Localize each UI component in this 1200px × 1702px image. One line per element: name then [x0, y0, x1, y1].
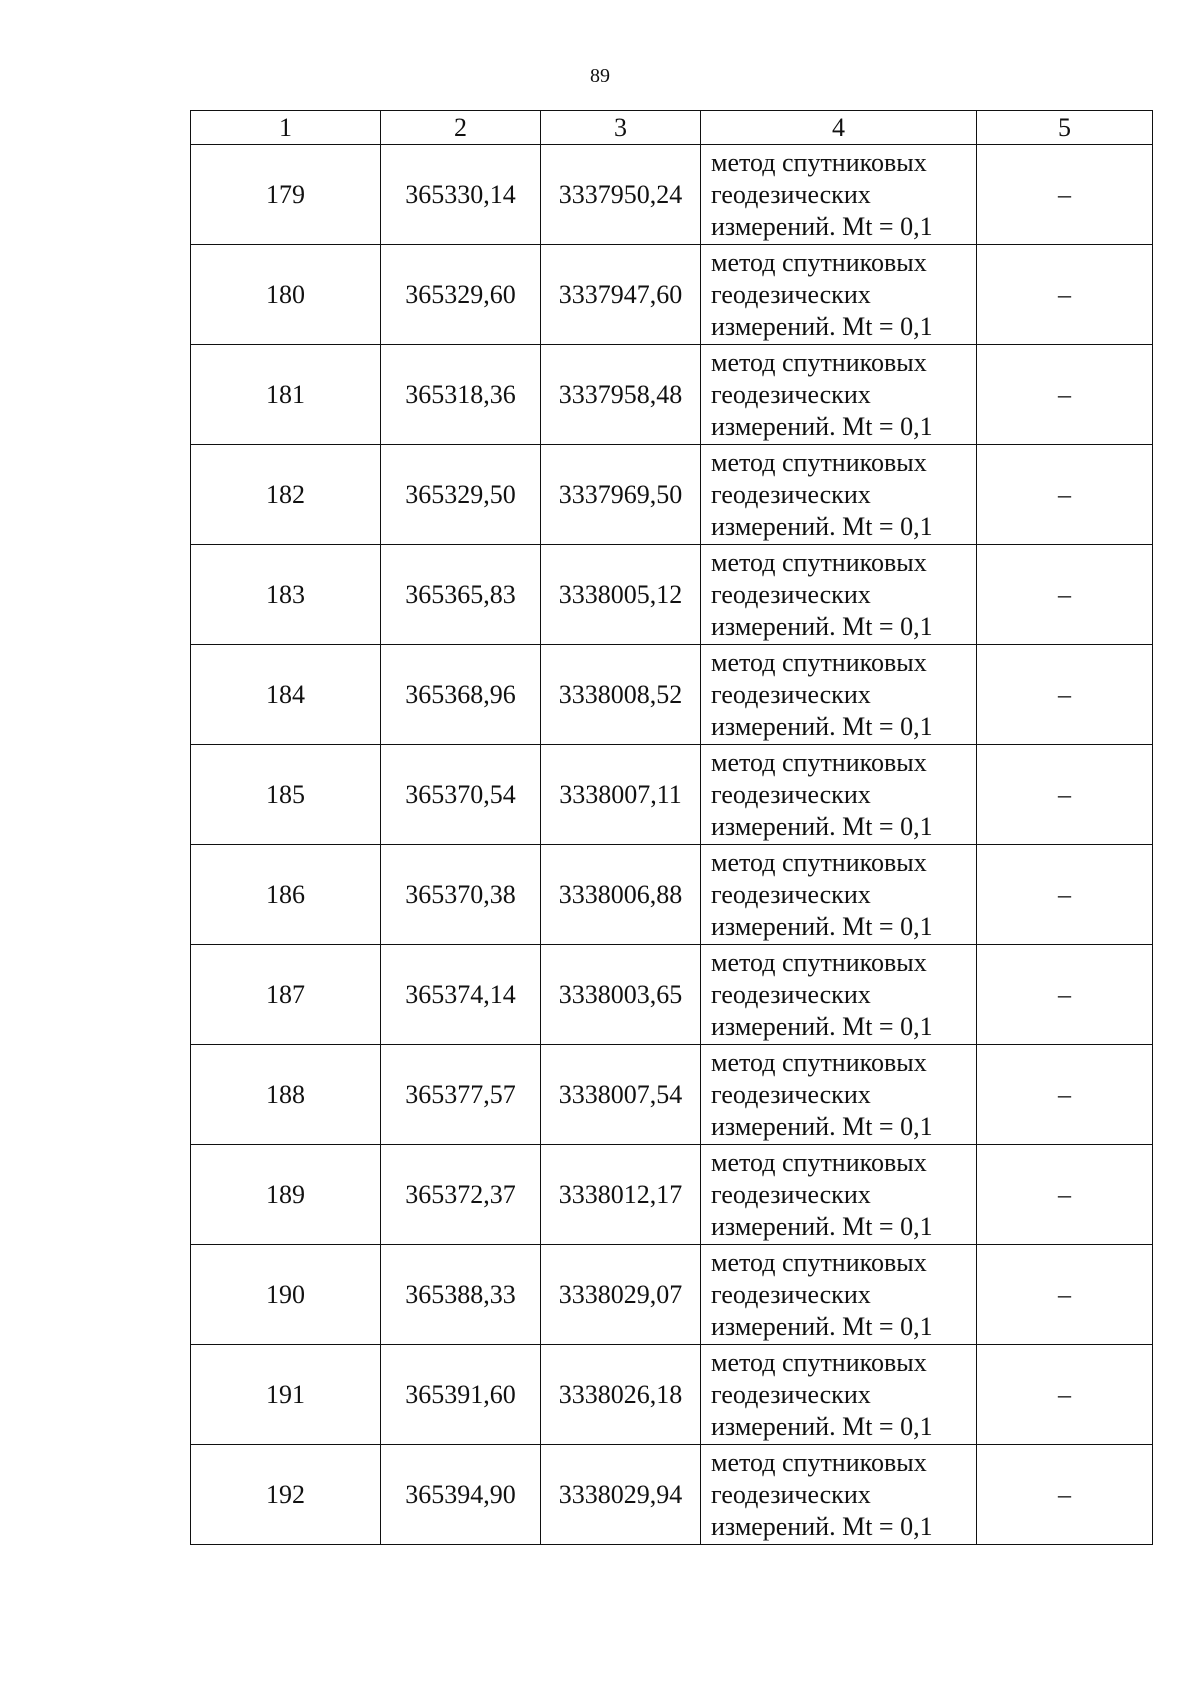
note-cell: – [977, 1445, 1153, 1545]
method-line-2: геодезических [711, 579, 871, 609]
method-cell [701, 845, 977, 945]
y-coordinate-cell: 3337958,48 [541, 345, 701, 445]
method-cell [701, 1145, 977, 1245]
note-cell: – [977, 245, 1153, 345]
y-coordinate-cell: 3337947,60 [541, 245, 701, 345]
point-number-cell: 189 [191, 1145, 381, 1245]
method-line-1: метод спутниковых [711, 1147, 927, 1177]
note-cell: – [977, 845, 1153, 945]
method-line-1: метод спутниковых [711, 447, 927, 477]
header-col-5: 5 [977, 111, 1153, 145]
method-line-1: метод спутниковых [711, 1347, 927, 1377]
method-line-3: измерений. Mt = 0,1 [711, 1511, 933, 1541]
table-body [191, 145, 1153, 1545]
method-line-2: геодезических [711, 879, 871, 909]
method-line-3: измерений. Mt = 0,1 [711, 611, 933, 641]
table-row [191, 1045, 1153, 1145]
table-row [191, 545, 1153, 645]
method-line-3: измерений. Mt = 0,1 [711, 311, 933, 341]
method-line-2: геодезических [711, 1479, 871, 1509]
method-cell [701, 145, 977, 245]
note-cell: – [977, 1245, 1153, 1345]
method-line-1: метод спутниковых [711, 847, 927, 877]
method-line-1: метод спутниковых [711, 1447, 927, 1477]
x-coordinate-cell: 365370,38 [381, 845, 541, 945]
method-line-3: измерений. Mt = 0,1 [711, 1011, 933, 1041]
method-line-1: метод спутниковых [711, 647, 927, 677]
point-number-cell: 180 [191, 245, 381, 345]
table-row [191, 145, 1153, 245]
note-cell: – [977, 945, 1153, 1045]
method-cell [701, 945, 977, 1045]
y-coordinate-cell: 3338007,54 [541, 1045, 701, 1145]
method-line-1: метод спутниковых [711, 347, 927, 377]
table-row [191, 445, 1153, 545]
coordinates-table [190, 110, 1153, 1545]
point-number-cell: 183 [191, 545, 381, 645]
y-coordinate-cell: 3338005,12 [541, 545, 701, 645]
method-line-3: измерений. Mt = 0,1 [711, 911, 933, 941]
x-coordinate-cell: 365370,54 [381, 745, 541, 845]
y-coordinate-cell: 3338003,65 [541, 945, 701, 1045]
method-line-3: измерений. Mt = 0,1 [711, 1211, 933, 1241]
header-col-2: 2 [381, 111, 541, 145]
method-line-3: измерений. Mt = 0,1 [711, 811, 933, 841]
point-number-cell: 191 [191, 1345, 381, 1445]
table-row [191, 345, 1153, 445]
header-row [191, 111, 1153, 145]
note-cell: – [977, 1145, 1153, 1245]
method-line-2: геодезических [711, 1179, 871, 1209]
y-coordinate-cell: 3338007,11 [541, 745, 701, 845]
table-header [191, 111, 1153, 145]
table-row [191, 1345, 1153, 1445]
x-coordinate-cell: 365365,83 [381, 545, 541, 645]
header-col-4: 4 [701, 111, 977, 145]
y-coordinate-cell: 3337969,50 [541, 445, 701, 545]
note-cell: – [977, 545, 1153, 645]
method-cell [701, 1445, 977, 1545]
note-cell: – [977, 1345, 1153, 1445]
point-number-cell: 182 [191, 445, 381, 545]
point-number-cell: 188 [191, 1045, 381, 1145]
method-cell [701, 745, 977, 845]
x-coordinate-cell: 365394,90 [381, 1445, 541, 1545]
x-coordinate-cell: 365329,60 [381, 245, 541, 345]
method-cell [701, 245, 977, 345]
table-row [191, 945, 1153, 1045]
header-col-3: 3 [541, 111, 701, 145]
point-number-cell: 185 [191, 745, 381, 845]
method-line-3: измерений. Mt = 0,1 [711, 411, 933, 441]
method-line-2: геодезических [711, 1079, 871, 1109]
note-cell: – [977, 345, 1153, 445]
method-line-2: геодезических [711, 1279, 871, 1309]
method-cell [701, 1045, 977, 1145]
y-coordinate-cell: 3338008,52 [541, 645, 701, 745]
method-line-1: метод спутниковых [711, 247, 927, 277]
method-line-3: измерений. Mt = 0,1 [711, 511, 933, 541]
x-coordinate-cell: 365330,14 [381, 145, 541, 245]
method-line-1: метод спутниковых [711, 1047, 927, 1077]
point-number-cell: 187 [191, 945, 381, 1045]
method-line-1: метод спутниковых [711, 1247, 927, 1277]
method-line-3: измерений. Mt = 0,1 [711, 711, 933, 741]
note-cell: – [977, 145, 1153, 245]
y-coordinate-cell: 3338026,18 [541, 1345, 701, 1445]
x-coordinate-cell: 365318,36 [381, 345, 541, 445]
method-line-2: геодезических [711, 179, 871, 209]
point-number-cell: 184 [191, 645, 381, 745]
method-line-1: метод спутниковых [711, 547, 927, 577]
method-line-1: метод спутниковых [711, 747, 927, 777]
table-row [191, 245, 1153, 345]
x-coordinate-cell: 365391,60 [381, 1345, 541, 1445]
note-cell: – [977, 1045, 1153, 1145]
note-cell: – [977, 445, 1153, 545]
method-line-1: метод спутниковых [711, 947, 927, 977]
method-line-2: геодезических [711, 479, 871, 509]
method-line-2: геодезических [711, 379, 871, 409]
header-col-1: 1 [191, 111, 381, 145]
point-number-cell: 190 [191, 1245, 381, 1345]
point-number-cell: 179 [191, 145, 381, 245]
x-coordinate-cell: 365388,33 [381, 1245, 541, 1345]
y-coordinate-cell: 3338029,07 [541, 1245, 701, 1345]
table-row [191, 745, 1153, 845]
method-line-3: измерений. Mt = 0,1 [711, 1411, 933, 1441]
y-coordinate-cell: 3337950,24 [541, 145, 701, 245]
method-cell [701, 1345, 977, 1445]
x-coordinate-cell: 365374,14 [381, 945, 541, 1045]
method-line-1: метод спутниковых [711, 147, 927, 177]
note-cell: – [977, 745, 1153, 845]
method-cell [701, 1245, 977, 1345]
note-cell: – [977, 645, 1153, 745]
table-row [191, 845, 1153, 945]
method-line-3: измерений. Mt = 0,1 [711, 211, 933, 241]
method-line-2: геодезических [711, 279, 871, 309]
page-number: 89 [590, 65, 610, 87]
y-coordinate-cell: 3338006,88 [541, 845, 701, 945]
method-line-2: геодезических [711, 679, 871, 709]
table-row [191, 1445, 1153, 1545]
point-number-cell: 192 [191, 1445, 381, 1545]
table-row [191, 1245, 1153, 1345]
table-row [191, 645, 1153, 745]
x-coordinate-cell: 365372,37 [381, 1145, 541, 1245]
y-coordinate-cell: 3338012,17 [541, 1145, 701, 1245]
method-cell [701, 645, 977, 745]
method-line-2: геодезических [711, 979, 871, 1009]
point-number-cell: 186 [191, 845, 381, 945]
method-cell [701, 445, 977, 545]
point-number-cell: 181 [191, 345, 381, 445]
method-cell [701, 345, 977, 445]
x-coordinate-cell: 365377,57 [381, 1045, 541, 1145]
method-line-3: измерений. Mt = 0,1 [711, 1111, 933, 1141]
y-coordinate-cell: 3338029,94 [541, 1445, 701, 1545]
method-line-3: измерений. Mt = 0,1 [711, 1311, 933, 1341]
table-row [191, 1145, 1153, 1245]
method-cell [701, 545, 977, 645]
x-coordinate-cell: 365368,96 [381, 645, 541, 745]
x-coordinate-cell: 365329,50 [381, 445, 541, 545]
method-line-2: геодезических [711, 779, 871, 809]
method-line-2: геодезических [711, 1379, 871, 1409]
